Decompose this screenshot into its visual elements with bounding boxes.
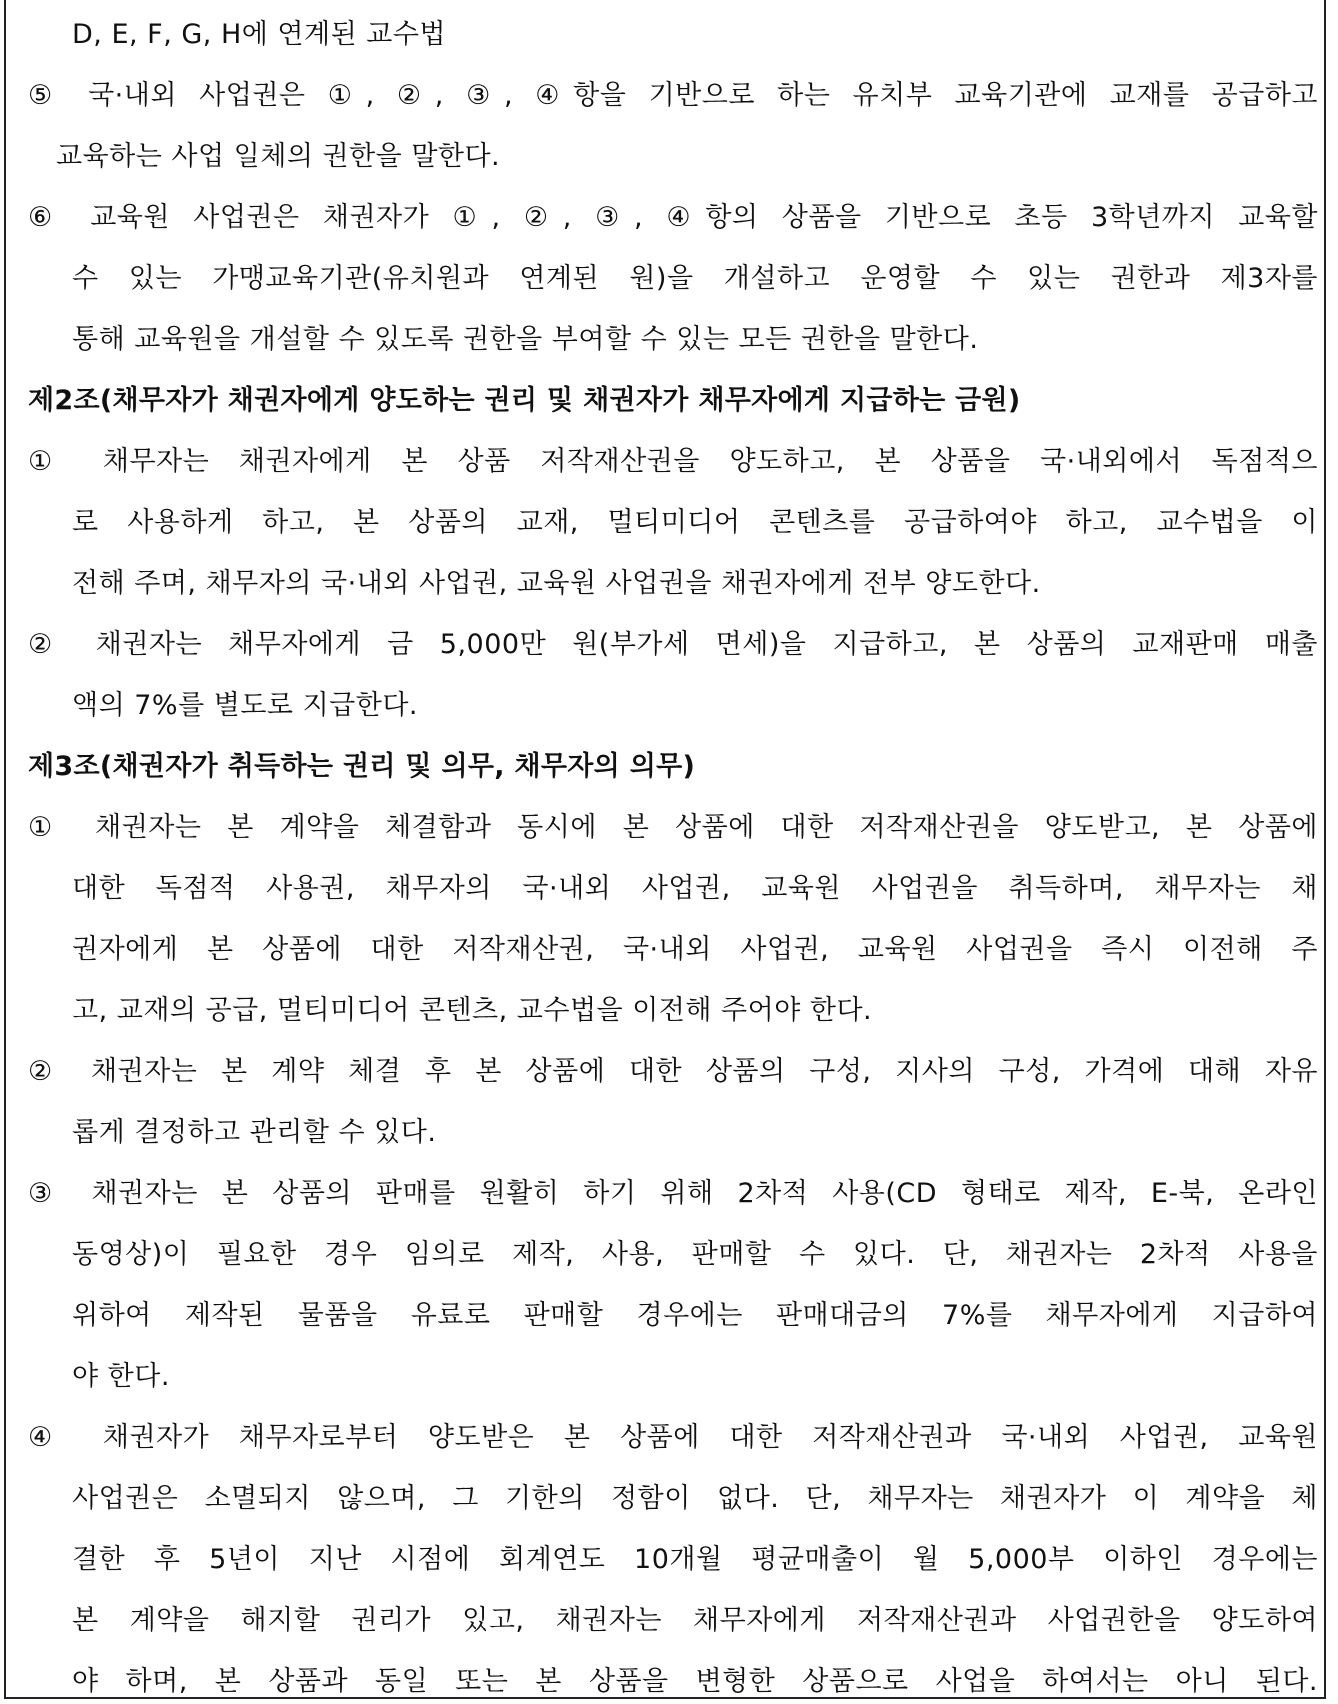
clause-line: 동영상)이 필요한 경우 임의로 제작, 사용, 판매할 수 있다. 단, 채권자는 2차적 사용을 — [72, 1239, 1318, 1270]
clause-line: ① 채권자는 본 계약을 체결함과 동시에 본 상품에 대한 저작재산권을 양도받고, 본 상품에 — [28, 812, 1318, 843]
clause-line: 사업권은 소멸되지 않으며, 그 기한의 정함이 없다. 단, 채무자는 채권자가 이 계약을 체 — [72, 1483, 1318, 1514]
clause-line: ① 채무자는 채권자에게 본 상품 저작재산권을 양도하고, 본 상품을 국·내외에서 독점적으 — [28, 446, 1318, 477]
clause-line: ② 채권자는 본 계약 체결 후 본 상품에 대한 상품의 구성, 지사의 구성, 가격에 대해 자유 — [28, 1056, 1318, 1087]
clause-line: 전해 주며, 채무자의 국·내외 사업권, 교육원 사업권을 채권자에게 전부 양도한다. — [72, 568, 1041, 599]
clause-line: 야 한다. — [72, 1361, 170, 1392]
clause-line: 야 하며, 본 상품과 동일 또는 본 상품을 변형한 상품으로 사업을 하여서는 아니 된다. — [72, 1666, 1318, 1697]
clause-line: ⑤ 국·내외 사업권은 ①, ②, ③, ④항을 기반으로 하는 유치부 교육기관에 교재를 공급하고 — [28, 80, 1318, 111]
document-page — [4, 0, 1326, 1699]
clause-line: 결한 후 5년이 지난 시점에 회계연도 10개월 평균매출이 월 5,000부 이하인 경우에는 — [72, 1544, 1318, 1575]
article-heading: 제2조(채무자가 채권자에게 양도하는 권리 및 채권자가 채무자에게 지급하는 금원) — [28, 385, 1021, 416]
clause-line: 수 있는 가맹교육기관(유치원과 연계된 원)을 개설하고 운영할 수 있는 권한과 제3자를 — [72, 263, 1318, 294]
clause-line: 롭게 결정하고 관리할 수 있다. — [72, 1117, 437, 1148]
clause-line: 교육하는 사업 일체의 권한을 말한다. — [56, 141, 501, 172]
clause-line: 로 사용하게 하고, 본 상품의 교재, 멀티미디어 콘텐츠를 공급하여야 하고, 교수법을 이 — [72, 507, 1318, 538]
clause-line: 고, 교재의 공급, 멀티미디어 콘텐츠, 교수법을 이전해 주어야 한다. — [72, 995, 873, 1026]
clause-line: 액의 7%를 별도로 지급한다. — [72, 690, 418, 721]
clause-line: 대한 독점적 사용권, 채무자의 국·내외 사업권, 교육원 사업권을 취득하며, 채무자는 채 — [72, 873, 1318, 904]
clause-line: ③ 채권자는 본 상품의 판매를 원활히 하기 위해 2차적 사용(CD 형태로 제작, E-북, 온라인 — [28, 1178, 1318, 1209]
article-heading: 제3조(채권자가 취득하는 권리 및 의무, 채무자의 의무) — [28, 751, 696, 782]
clause-line: 권자에게 본 상품에 대한 저작재산권, 국·내외 사업권, 교육원 사업권을 즉시 이전해 주 — [72, 934, 1318, 965]
contract-text — [28, 4, 1318, 1699]
clause-line: ④ 채권자가 채무자로부터 양도받은 본 상품에 대한 저작재산권과 국·내외 사업권, 교육원 — [28, 1422, 1318, 1453]
clause-line: 통해 교육원을 개설할 수 있도록 권한을 부여할 수 있는 모든 권한을 말한다. — [72, 324, 979, 355]
clause-line: 본 계약을 해지할 권리가 있고, 채권자는 채무자에게 저작재산권과 사업권한을 양도하여 — [72, 1605, 1318, 1636]
clause-line: D, E, F, G, H에 연계된 교수법 — [72, 19, 447, 50]
clause-line: ⑥ 교육원 사업권은 채권자가 ①, ②, ③, ④항의 상품을 기반으로 초등 3학년까지 교육할 — [28, 202, 1318, 233]
clause-line: ② 채권자는 채무자에게 금 5,000만 원(부가세 면세)을 지급하고, 본 상품의 교재판매 매출 — [28, 629, 1318, 660]
clause-line: 위하여 제작된 물품을 유료로 판매할 경우에는 판매대금의 7%를 채무자에게 지급하여 — [72, 1300, 1318, 1331]
